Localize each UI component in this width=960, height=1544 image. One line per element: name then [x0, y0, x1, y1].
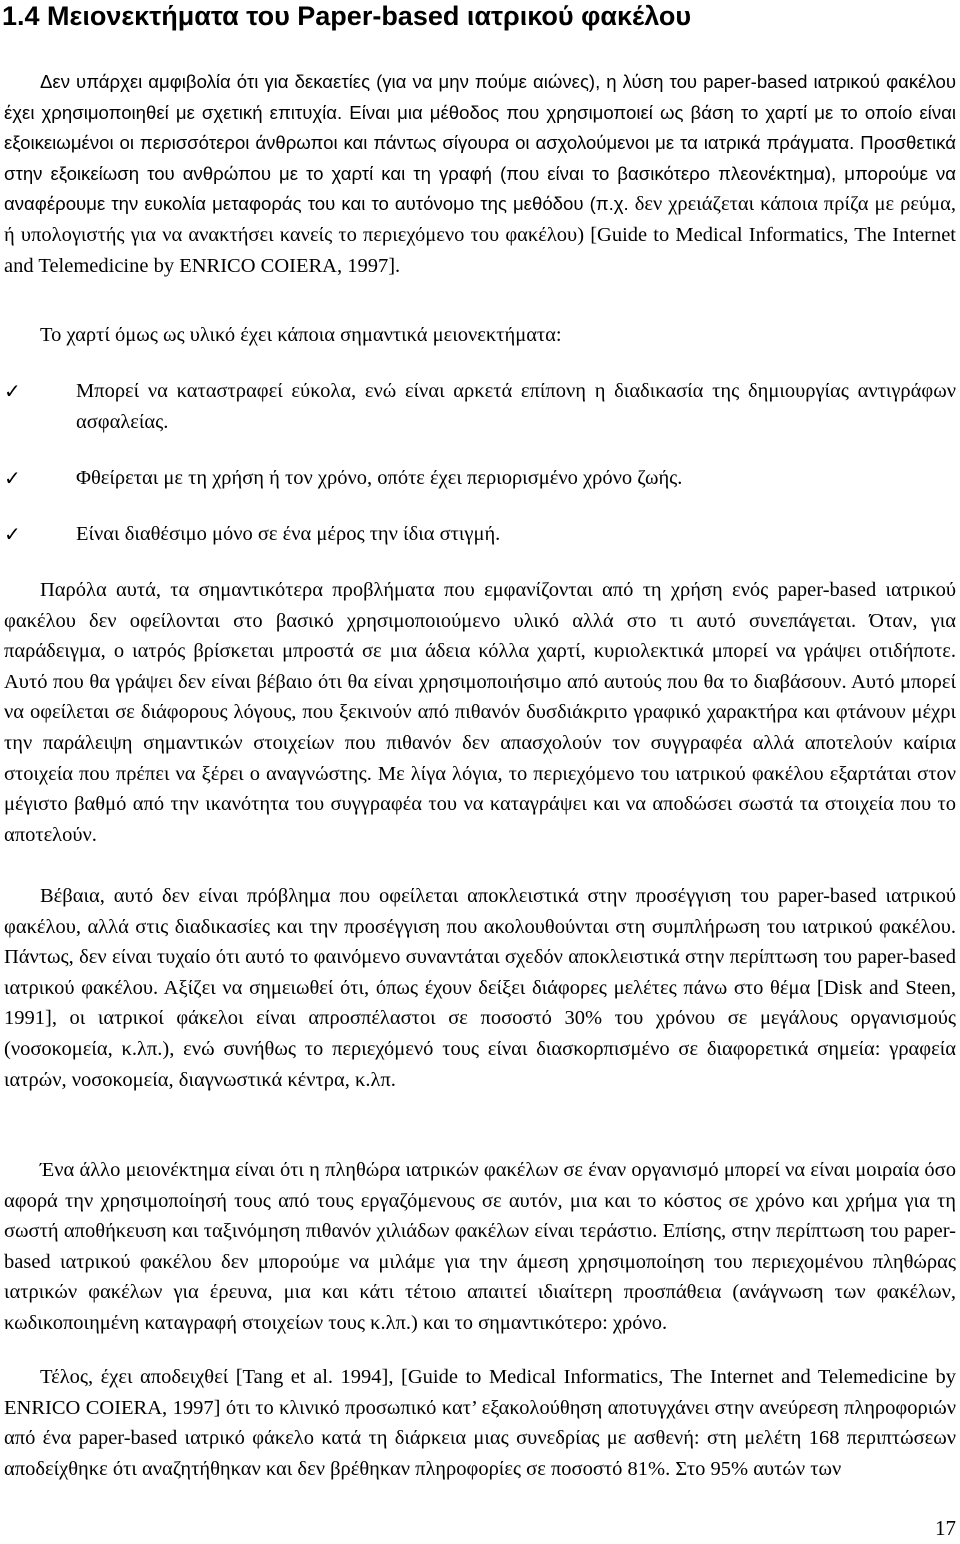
paragraph-storage-cost — [4, 1155, 956, 1339]
paragraph-intro-tail: δεν χρειάζεται κάποια πρίζα με ρεύμα, ή υπολογιστής για να ανακτήσει κανείς το περιεχόμενο του φακέλου) [Guide to Medical Informatics, The Internet and Telemedicine by ENRICO COIERA, 1997]. — [4, 193, 956, 277]
checklist-item — [4, 519, 956, 550]
checkmark-icon: ✓ — [4, 379, 21, 403]
checklist-item-text: Είναι διαθέσιμο μόνο σε ένα μέρος την ίδια στιγμή. — [76, 523, 501, 545]
checklist-item-text: Μπορεί να καταστραφεί εύκολα, ενώ είναι αρκετά επίπονη η διαδικασία της δημιουργίας αντιγράφων ασφαλείας. — [76, 380, 956, 433]
section-title: 1.4 Μειονεκτήματα του Paper-based ιατρικού φακέλου — [2, 1, 692, 31]
paragraph-intro — [4, 67, 956, 281]
paragraph-storage-cost-text: Ένα άλλο μειονέκτημα είναι ότι η πληθώρα ιατρικών φακέλων σε έναν οργανισμό μπορεί να είναι μοιραία όσο αφορά την χρησιμοποίησή τους από τους εργαζόμενους σε αυτόν, μια και το κόστος σε χρόνο και χρήμα για τη σωστή αποθήκευση και ταξινόμηση πιθανόν χιλιάδων φακέλων είναι τεράστιο. Επίσης, στην περίπτωση του paper-based ιατρικού φακέλου δεν μπορούμε να μιλάμε για την άμεση χρησιμοποίηση του περιεχομένου πληθώρας ιατρικών φακέλων για έρευνα, μια και κάτι τέτοιο απαιτεί ιδιαίτερη προσπάθεια (ανάγνωση των φακέλων, κωδικοποιημένη καταγραφή στοιχείων τους κ.λπ.) και το σημαντικότερο: χρόνο. — [4, 1159, 956, 1334]
paragraph-procedures-text: Βέβαια, αυτό δεν είναι πρόβλημα που οφείλεται αποκλειστικά στην προσέγγιση του paper-based ιατρικού φακέλου, αλλά στις διαδικασίες και την προσέγγιση που ακολουθούνται στη συμπλήρωση του ιατρικού φακέλου. Πάντως, δεν είναι τυχαίο ότι αυτό το φαινόμενο συναντάται σχεδόν αποκλειστικά στην περίπτωση του paper-based ιατρικού φακέλου. Αξίζει να σημειωθεί ότι, όπως έχουν δείξει διάφορες μελέτες πάνω στο θέμα [Disk and Steen, 1991], οι ιατρικοί φάκελοι είναι απροσπέλαστοι σε ποσοστό 30% του χρόνου σε μεγάλους οργανισμούς (νοσοκομεία, κ.λπ.), ενώ συνήθως το περιεχόμενό τους είναι διασκορπισμένο σε διαφορετικά σημεία: γραφεία ιατρών, νοσοκομεία, διαγνωστικά κέντρα, κ.λπ. — [4, 885, 956, 1091]
checklist-item — [4, 463, 956, 494]
paragraph-procedures — [4, 881, 956, 1095]
checkmark-icon: ✓ — [4, 522, 21, 546]
checklist-item — [4, 376, 956, 438]
paragraph-information-retrieval-text: Τέλος, έχει αποδειχθεί [Tang et al. 1994], [Guide to Medical Informatics, The Internet and Telemedicine by ENRICO COIERA, 1997] ότι το κλινικό προσωπικό κατ’ εξακολούθηση αποτυγχάνει στην ανεύρεση πληροφοριών από ένα paper-based ιατρικό φάκελο κατά τη διάρκεια μιας συνεδρίας με ασθενή: στη μελέτη 168 περιπτώσεων αποδείχθηκε ότι αναζητήθηκαν και δεν βρέθηκαν πληροφορίες σε ποσοστό 81%. Στο 95% αυτών των — [4, 1366, 956, 1480]
page-number: 17 — [935, 1516, 956, 1540]
checklist-item-text: Φθείρεται με τη χρήση ή τον χρόνο, οπότε έχει περιορισμένο χρόνο ζωής. — [76, 467, 683, 489]
paragraph-information-retrieval — [4, 1362, 956, 1484]
paragraph-intro-lead: Δεν υπάρχει αμφιβολία ότι για δεκαετίες (για να μην πούμε αιώνες), η λύση του paper-based ιατρικού φακέλου έχει χρησιμοποιηθεί με σχετική επιτυχία. Είναι μια μέθοδος που χρησιμοποιεί ως βάση το χαρτί με το οποίο είναι εξοικειωμένοι οι περισσότεροι άνθρωποι και πάντως σίγουρα οι ασχολούμενοι με τα ιατρικά πράγματα. Προσθετικά στην εξοικείωση του ανθρώπου με το χαρτί και τη γραφή (που είναι το βασικότερο πλεονέκτημα), μπορούμε να αναφέρουμε την ευκολία μεταφοράς του και το αυτόνομο της μεθόδου (π.χ. — [4, 71, 956, 215]
paragraph-main-problems-text: Παρόλα αυτά, τα σημαντικότερα προβλήματα που εμφανίζονται από τη χρήση ενός paper-based ιατρικού φακέλου δεν οφείλονται στο βασικό χρησιμοποιούμενο υλικό αλλά στο τι αυτό συνεπάγεται. Όταν, για παράδειγμα, ο ιατρός βρίσκεται μπροστά σε μια άδεια κόλλα χαρτί, κυριολεκτικά μπορεί να γράψει οτιδήποτε. Αυτό που θα γράψει δεν είναι βέβαιο ότι θα είναι χρησιμοποιήσιμο από αυτούς που θα το διαβάσουν. Αυτό μπορεί να οφείλεται σε διάφορους λόγους, που ξεκινούν από πιθανόν δυσδιάκριτο γραφικό χαρακτήρα και φτάνουν μέχρι την παράλειψη σημαντικών στοιχείων που πιθανόν δεν απασχολούν τον συγγραφέα αλλά αποτελούν καίρια στοιχεία που πρέπει να ξέρει ο αναγνώστης. Με λίγα λόγια, το περιεχόμενο του ιατρικού φακέλου εξαρτάται στον μέγιστο βαθμό από την ικανότητα του συγγραφέα του να καταγράψει και να αποδώσει σωστά τα στοιχεία που το αποτελούν. — [4, 579, 956, 846]
checkmark-icon: ✓ — [4, 466, 21, 490]
paragraph-disadvantages-text: Το χαρτί όμως ως υλικό έχει κάποια σημαντικά μειονεκτήματα: — [40, 324, 562, 346]
paragraph-main-problems — [4, 575, 956, 850]
paragraph-disadvantages-intro — [4, 320, 956, 351]
